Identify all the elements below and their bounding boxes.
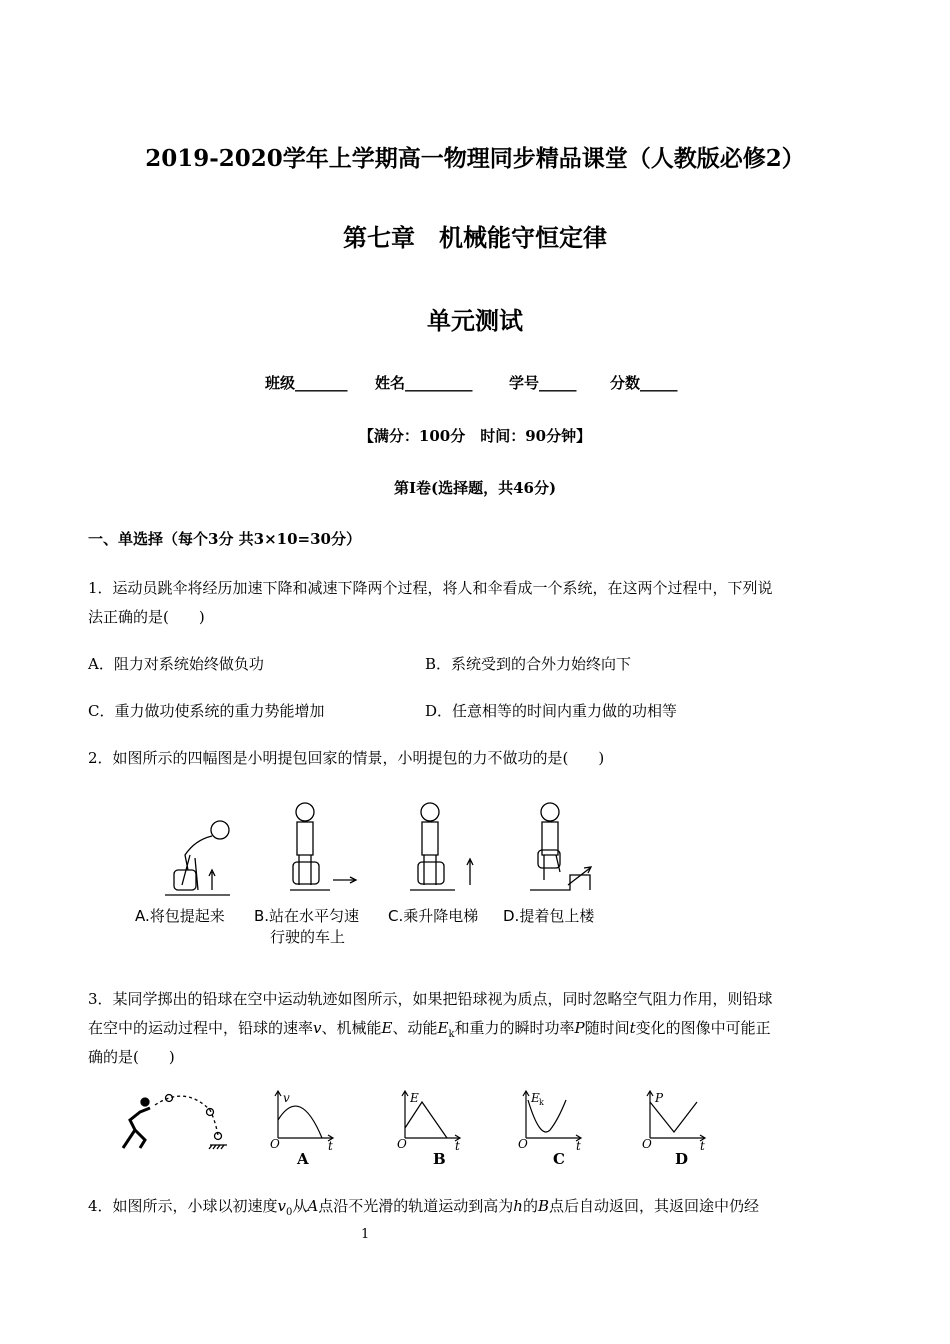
figure-b-truck-icon xyxy=(290,803,356,890)
student-id-field: 学号_____ xyxy=(509,374,577,392)
graph-d-origin: O xyxy=(642,1137,652,1151)
graph-d-label: D xyxy=(675,1150,689,1168)
part-title: 第Ⅰ卷(选择题，共46分) xyxy=(393,479,557,497)
q3-line1: 3．某同学掷出的铅球在空中运动轨迹如图所示，如果把铅球视为质点，同时忽略空气阻力作用，则铅球 xyxy=(88,990,773,1008)
q1-option-c: C．重力做功使系统的重力势能增加 xyxy=(88,702,325,720)
class-field: 班级_______ xyxy=(265,374,348,392)
graph-c-t: t xyxy=(576,1139,581,1153)
name-field: 姓名_________ xyxy=(375,374,473,392)
section-title: 一、单选择（每个3分 共3×10=30分） xyxy=(88,530,361,548)
graph-c-Ek: E xyxy=(531,1091,540,1105)
figure-d-stairs-icon xyxy=(530,803,591,890)
q2-figure xyxy=(160,800,620,900)
q2-caption-b-line2: 行驶的车上 xyxy=(270,928,346,946)
q3-line2: 在空中的运动过程中，铅球的速率v、机械能E、动能$E_k$和重力的瞬时功率P随时间t变化的图像中可能正 xyxy=(88,1019,771,1040)
graph-d xyxy=(642,1090,712,1153)
graph-c-label: C xyxy=(553,1150,565,1168)
graph-d-t: t xyxy=(700,1139,705,1153)
q1-option-b: B．系统受到的合外力始终向下 xyxy=(425,655,632,673)
q2-caption-c: C.乘升降电梯 xyxy=(388,907,479,925)
thrower-trajectory-figure xyxy=(115,1090,235,1150)
q1-option-d: D．任意相等的时间内重力做的功相等 xyxy=(425,702,678,720)
doc-title: 2019-2020学年上学期高一物理同步精品课堂（人教版必修2） xyxy=(145,145,805,172)
chapter-title: 第七章 机械能守恒定律 xyxy=(343,223,607,252)
graph-a xyxy=(270,1090,340,1153)
page-number: 1 xyxy=(361,1227,370,1242)
graph-c-Ek-sub: k xyxy=(539,1098,544,1107)
graph-d-P: P xyxy=(655,1091,664,1105)
q2-caption-a: A.将包提起来 xyxy=(135,907,225,925)
graph-a-origin: O xyxy=(270,1137,280,1151)
graph-a-label: A xyxy=(297,1150,309,1168)
q3-line3: 确的是( ) xyxy=(88,1048,175,1066)
figure-c-elevator-icon xyxy=(410,803,473,890)
score-field: 分数_____ xyxy=(610,374,678,392)
q4-line1: 4．如图所示，小球以初速度$v_0$从A点沿不光滑的轨道运动到高为h的B点后自动返回，其返回途中仍经 xyxy=(88,1197,760,1218)
q1-line2: 法正确的是( ) xyxy=(88,608,205,626)
exam-meta: 【满分：100分 时间：90分钟】 xyxy=(358,427,592,445)
graph-c-origin: O xyxy=(518,1137,528,1151)
graph-c xyxy=(518,1090,588,1153)
graph-b-E: E xyxy=(410,1091,419,1105)
test-subtitle: 单元测试 xyxy=(427,306,523,335)
figure-a-lifting-icon xyxy=(165,821,230,895)
graph-a-v: v xyxy=(283,1091,290,1105)
graph-b-t: t xyxy=(455,1139,460,1153)
graph-b-label: B xyxy=(433,1150,446,1168)
graph-b xyxy=(397,1090,467,1153)
q2-text: 2．如图所示的四幅图是小明提包回家的情景，小明提包的力不做功的是( ) xyxy=(88,749,605,767)
q2-caption-d: D.提着包上楼 xyxy=(503,907,595,925)
graph-a-t: t xyxy=(328,1139,333,1153)
q2-caption-b-line1: B.站在水平匀速 xyxy=(254,907,360,925)
q1-option-a: A．阻力对系统始终做负功 xyxy=(88,655,264,673)
q1-line1: 1．运动员跳伞将经历加速下降和减速下降两个过程，将人和伞看成一个系统，在这两个过程中，下列说 xyxy=(88,579,773,597)
graph-b-origin: O xyxy=(397,1137,407,1151)
